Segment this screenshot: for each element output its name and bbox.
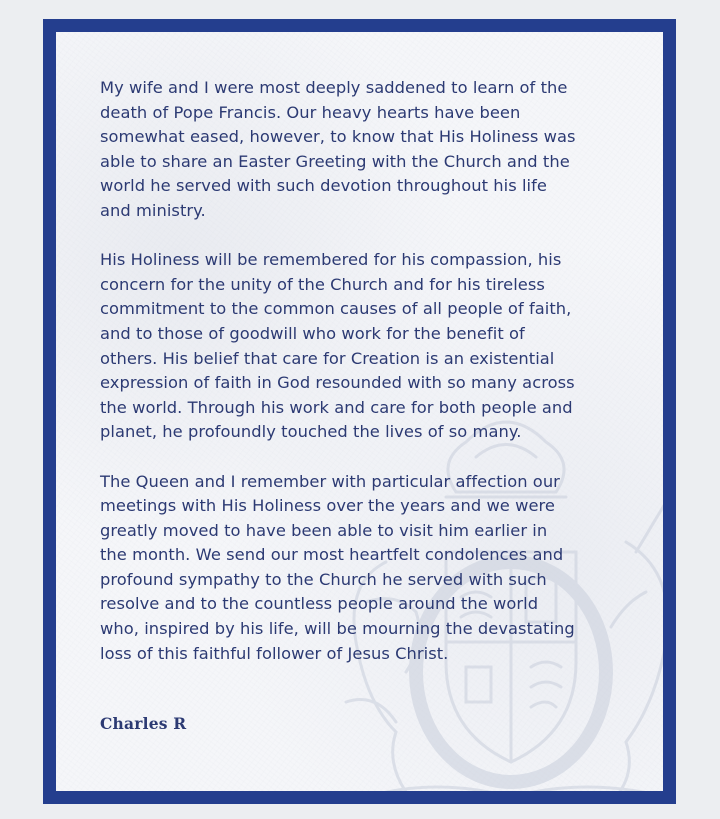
paragraph-line: who, inspired by his life, will be mourning the devastating (100, 619, 575, 639)
letter-paragraph (100, 76, 610, 224)
paragraph-line: and to those of goodwill who work for the benefit of (100, 323, 525, 343)
paragraph-line: death of Pope Francis. Our heavy hearts have been (100, 102, 521, 122)
paragraph-line: expression of faith in God resounded with so many across (100, 373, 575, 393)
paragraph-line: The Queen and I remember with particular affection our (100, 471, 560, 491)
letter-paper (56, 32, 664, 814)
signature: Charles R (100, 714, 187, 733)
royal-coat-of-arms-watermark-icon: DIEU ET MON DROIT (326, 402, 663, 791)
paragraph-line: profound sympathy to the Church he served with such (100, 569, 547, 589)
paragraph-line: resolve and to the countless people around the world (100, 594, 539, 614)
paragraph-line: somewhat eased, however, to know that His Holiness was (100, 127, 576, 147)
paragraph-line: meetings with His Holiness over the years and we were (100, 496, 555, 516)
paragraph-line: loss of this faithful follower of Jesus Christ. (100, 643, 449, 663)
letter-paragraph (100, 470, 610, 667)
paragraph-line: and ministry. (100, 200, 206, 220)
paragraph-line: able to share an Easter Greeting with the Church and the (100, 151, 570, 171)
paragraph-line: the world. Through his work and care for both people and (100, 397, 573, 417)
letter-frame (43, 19, 676, 814)
paragraph-line: the month. We send our most heartfelt condolences and (100, 545, 564, 565)
paragraph-line: My wife and I were most deeply saddened to learn of the (100, 78, 568, 97)
paragraph-line: world he served with such devotion throughout his life (100, 176, 547, 196)
paragraph-line: His Holiness will be remembered for his compassion, his (100, 250, 562, 270)
paragraph-line: planet, he profoundly touched the lives of so many. (100, 422, 522, 442)
paragraph-line: concern for the unity of the Church and for his tireless (100, 274, 545, 294)
letter-body (100, 76, 610, 691)
paragraph-line: greatly moved to have been able to visit him earlier in (100, 520, 548, 540)
paragraph-line: commitment to the common causes of all people of faith, (100, 299, 572, 319)
letter-paragraph (100, 248, 610, 445)
paragraph-line: others. His belief that care for Creation is an existential (100, 348, 555, 368)
